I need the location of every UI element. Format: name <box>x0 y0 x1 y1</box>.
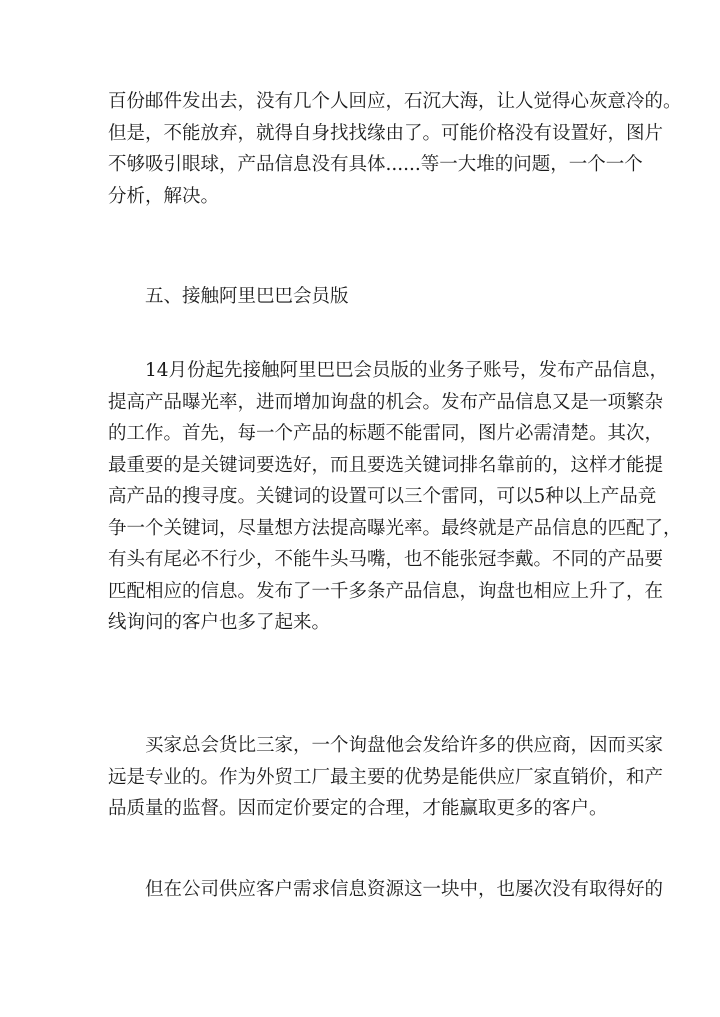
text-line: 高产品的搜寻度。关键词的设置可以三个雷同，可以5种以上产品竞 <box>108 486 657 507</box>
text-line: 远是专业的。作为外贸工厂最主要的优势是能供应厂家直销价，和产 <box>108 766 664 788</box>
paragraph-1 <box>108 86 682 212</box>
text-line: 最重要的是关键词要选好，而且要选关键词排名靠前的，这样才能提 <box>108 454 664 476</box>
text-line: 分析，解决。 <box>108 185 220 207</box>
text-line: 买家总会货比三家，一个询盘他会发给许多的供应商，因而买家 <box>108 735 664 756</box>
text-line: 品质量的监督。因而定价要定的合理，才能赢取更多的客户。 <box>108 798 608 819</box>
text-line: 不够吸引眼球，产品信息没有具体......等一大堆的问题，一个一个 <box>108 154 643 175</box>
section-heading: 五、接触阿里巴巴会员版 <box>145 286 349 307</box>
text-line: 14月份起先接触阿里巴巴会员版的业务子账号，发布产品信息， <box>108 360 669 381</box>
paragraph-4 <box>108 874 664 906</box>
text-line: 争一个关键词，尽量想方法提高曝光率。最终就是产品信息的匹配了， <box>108 517 682 539</box>
paragraph-2 <box>108 355 682 639</box>
text-line: 匹配相应的信息。发布了一千多条产品信息，询盘也相应上升了，在 <box>108 580 664 602</box>
text-line: 但是，不能放弃，就得自身找找缘由了。可能价格没有设置好，图片 <box>108 122 664 144</box>
text-line: 的工作。首先，每一个产品的标题不能雷同，图片必需清楚。其次， <box>108 423 664 444</box>
text-line: 百份邮件发出去，没有几个人回应，石沉大海，让人觉得心灰意冷的。 <box>108 91 682 112</box>
text-line: 线询问的客户也多了起来。 <box>108 612 331 633</box>
text-line: 但在公司供应客户需求信息资源这一块中，也屡次没有取得好的 <box>108 879 664 900</box>
paragraph-3 <box>108 730 664 825</box>
text-line: 有头有尾必不行少，不能牛头马嘴，也不能张冠李戴。不同的产品要 <box>108 549 664 570</box>
text-line: 提高产品曝光率，进而增加询盘的机会。发布产品信息又是一项繁杂 <box>108 391 664 413</box>
